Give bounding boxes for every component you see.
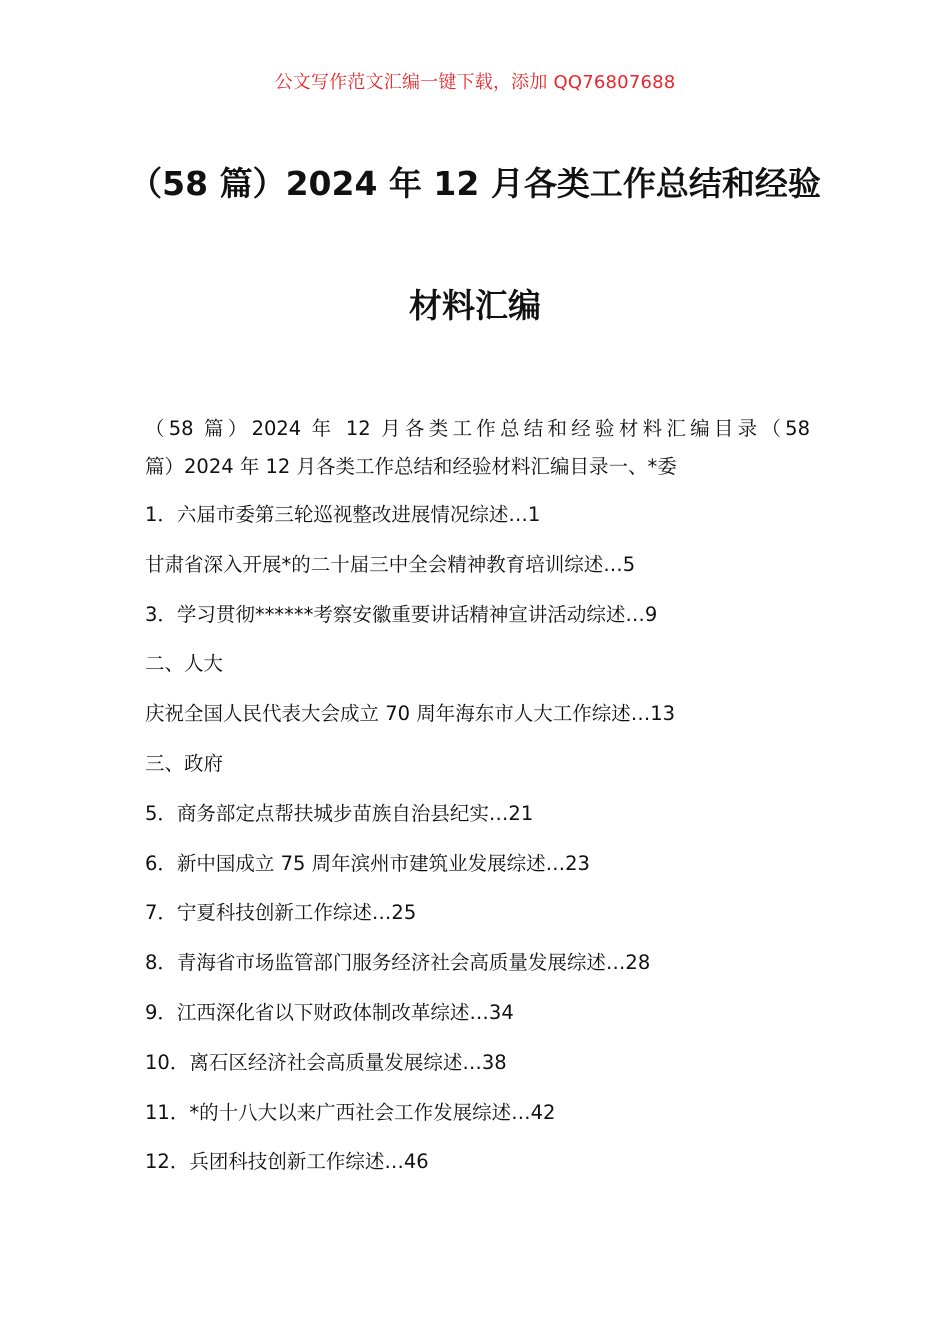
toc-item: 12．兵团科技创新工作综述…46 xyxy=(145,1150,429,1174)
toc-item: 3．学习贯彻******考察安徽重要讲话精神宣讲活动综述…9 xyxy=(145,602,658,626)
toc-section-heading: 三、政府 xyxy=(145,751,224,775)
toc-item: 甘肃省深入开展*的二十届三中全会精神教育培训综述…5 xyxy=(145,552,636,576)
toc-item: 11．*的十八大以来广西社会工作发展综述…42 xyxy=(145,1100,556,1124)
toc-intro xyxy=(145,410,810,486)
document-title-line-2: 材料汇编 xyxy=(409,286,541,325)
toc-item: 7．宁夏科技创新工作综述…25 xyxy=(145,901,417,925)
document-title-line-1: （58 篇）2024 年 12 月各类工作总结和经验 xyxy=(129,164,821,203)
toc-item: 8．青海省市场监管部门服务经济社会高质量发展综述…28 xyxy=(145,951,651,975)
toc-item: 1．六届市委第三轮巡视整改进展情况综述…1 xyxy=(145,503,541,526)
table-of-contents xyxy=(145,410,810,1195)
toc-item: 5．商务部定点帮扶城步苗族自治县纪实…21 xyxy=(145,801,534,825)
toc-item: 9．江西深化省以下财政体制改革综述…34 xyxy=(145,1000,514,1024)
toc-section-heading: 二、人大 xyxy=(145,652,224,676)
toc-item: 庆祝全国人民代表大会成立 70 周年海东市人大工作综述…13 xyxy=(145,702,676,726)
download-notice: 公文写作范文汇编一键下载，添加 QQ76807688 xyxy=(274,72,676,93)
toc-item: 6．新中国成立 75 周年滨州市建筑业发展综述…23 xyxy=(145,851,590,875)
toc-intro-line-2: 篇）2024 年 12 月各类工作总结和经验材料汇编目录一、*委 xyxy=(145,455,677,478)
toc-item: 10．离石区经济社会高质量发展综述…38 xyxy=(145,1050,507,1074)
toc-intro-line-1: （58 篇）2024 年 12 月各类工作总结和经验材料汇编目录（58 xyxy=(145,417,810,440)
